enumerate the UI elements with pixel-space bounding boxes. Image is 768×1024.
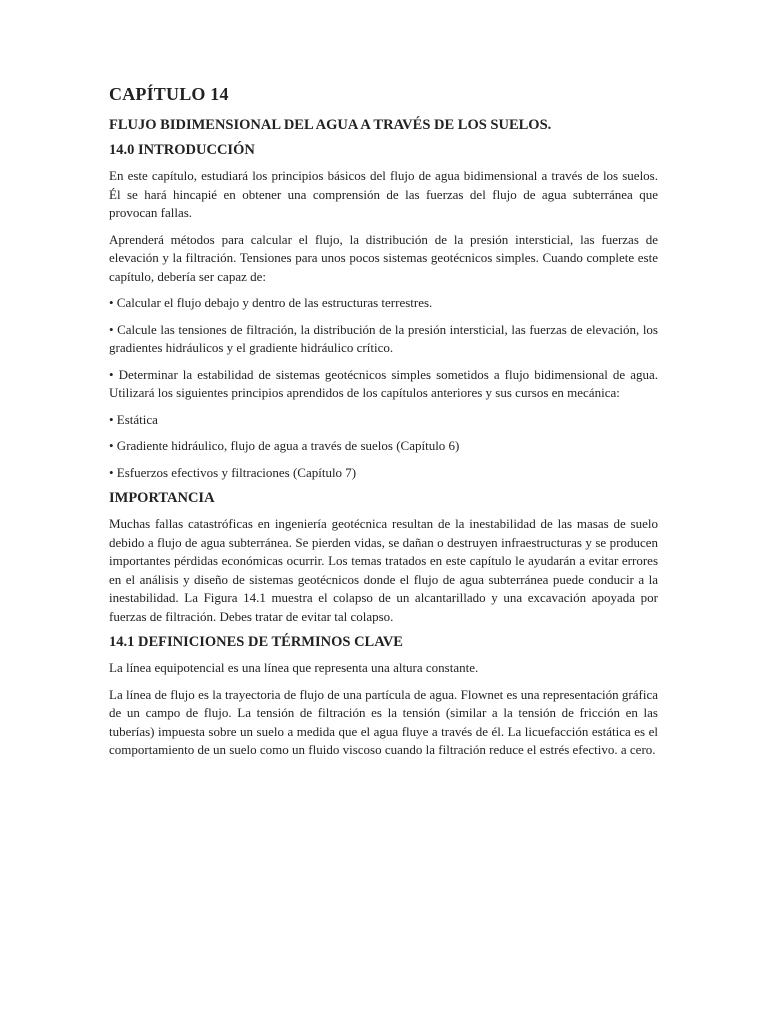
- intro-paragraph: Aprenderá métodos para calcular el flujo, la distribución de la presión intersticial, las fuerzas de elevación y la filtración. Tensiones para unos pocos sistemas geotécnicos simples. Cuando complete este capítulo, debería ser capaz de:: [109, 231, 658, 284]
- importance-paragraph: Muchas fallas catastróficas en ingeniería geotécnica resultan de la inestabilidad de las masas de suelo debido a flujo de agua subterránea. Se pierden vidas, se dañan o destruyen infraestructuras y se producen importantes pérdidas económicas ocurrir. Los temas tratados en este capítulo le ayudarán a evitar errores en el análisis y diseño de sistemas geotécnicos donde el flujo de agua subterránea puede conducir a la inestabilidad. La Figura 14.1 muestra el colapso de un alcantarillado y una excavación apoyada por fuerzas de filtración. Debes tratar de evitar tal colapso.: [109, 516, 658, 624]
- principle-item: • Estática: [109, 411, 158, 427]
- objective-item: • Calcular el flujo debajo y dentro de las estructuras terrestres.: [109, 295, 433, 310]
- chapter-title: CAPÍTULO 14: [109, 84, 229, 104]
- principle-item: • Esfuerzos efectivos y filtraciones (Capítulo 7): [109, 464, 357, 480]
- chapter-subtitle: FLUJO BIDIMENSIONAL DEL AGUA A TRAVÉS DE LOS SUELOS.: [109, 117, 552, 133]
- objective-item: • Calcule las tensiones de filtración, la distribución de la presión intersticial, las fuerzas de elevación, los gradientes hidráulicos y el gradiente hidráulico crítico.: [109, 321, 658, 355]
- section-heading-importance: IMPORTANCIA: [109, 490, 215, 506]
- definition-paragraph: La línea de flujo es la trayectoria de flujo de una partícula de agua. Flownet es una representación gráfica de un campo de flujo. La tensión de filtración es la tensión (similar a la tensión de fricción en las tuberías) impuesta sobre un suelo a medida que el agua fluye a través de él. La licuefacción estática es el comportamiento de un suelo como un fluido viscoso cuando la filtración reduce el estrés efectivo. a cero.: [109, 686, 658, 757]
- section-heading-definitions: 14.1 DEFINICIONES DE TÉRMINOS CLAVE: [109, 634, 403, 650]
- definition-paragraph: La línea equipotencial es una línea que representa una altura constante.: [109, 660, 479, 675]
- section-heading-introduction: 14.0 INTRODUCCIÓN: [109, 142, 255, 158]
- principle-item: • Gradiente hidráulico, flujo de agua a través de suelos (Capítulo 6): [109, 438, 460, 453]
- document-page: [109, 84, 658, 768]
- objective-item: • Determinar la estabilidad de sistemas geotécnicos simples sometidos a flujo bidimensional de agua. Utilizará los siguientes principios aprendidos de los capítulos anteriores y sus cursos en mecánica:: [109, 366, 658, 400]
- intro-paragraph: En este capítulo, estudiará los principios básicos del flujo de agua bidimensional a través de los suelos. Él se hará hincapié en obtener una comprensión de las fuerzas del flujo de agua subterránea que provocan fallas.: [109, 168, 658, 220]
